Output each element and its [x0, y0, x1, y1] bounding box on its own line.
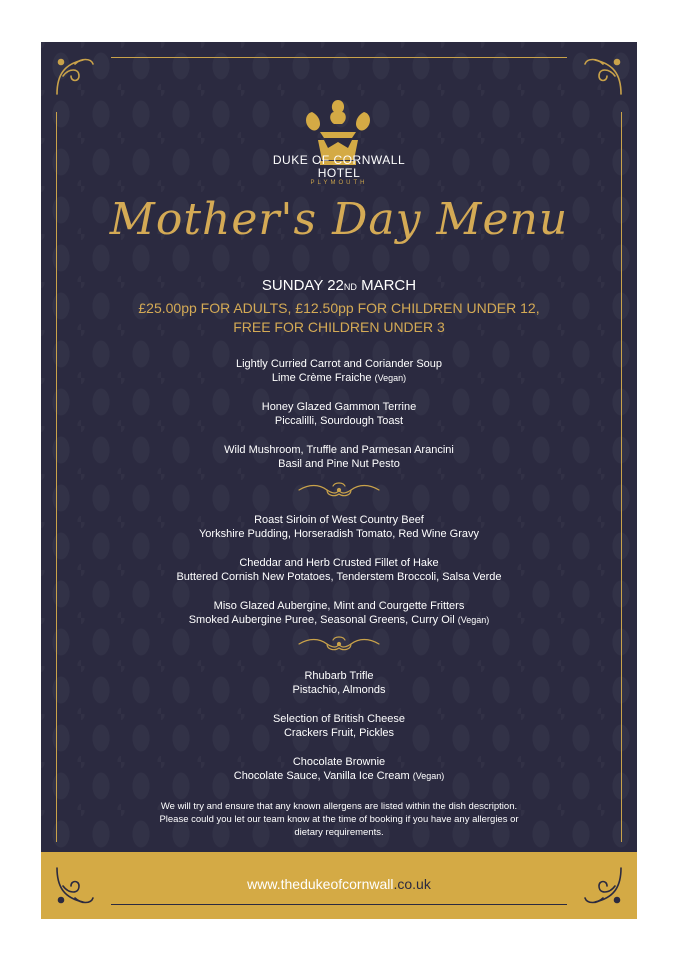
dish-desc: Buttered Cornish New Potatoes, Tenderstem Broccoli, Salsa Verde [176, 571, 502, 583]
menu-card [41, 42, 637, 919]
allergen-line2: Please could you let our team know at the time of booking if you have any allergies or [159, 814, 519, 825]
date-month: MARCH [356, 277, 417, 294]
dish-item [41, 400, 637, 428]
ornament-divider-icon [297, 480, 381, 500]
date-day: SUNDAY 22 [261, 277, 344, 294]
dish-desc-text: Chocolate Sauce, Vanilla Ice Cream [233, 770, 410, 782]
dish-item [41, 669, 637, 697]
dish-name: Chocolate Brownie [292, 756, 386, 768]
dish-desc: Crackers Fruit, Pickles [283, 727, 395, 739]
allergen-line3: dietary requirements. [294, 827, 384, 838]
dish-item [41, 357, 637, 385]
dish-item [41, 443, 637, 471]
dish-name: Rhubarb Trifle [304, 670, 374, 682]
dish-desc [41, 371, 637, 385]
flourish-top-right-icon [581, 54, 625, 98]
frame-top-line [111, 57, 567, 58]
pricing-line1: £25.00pp FOR ADULTS, £12.50pp FOR CHILDREN UNDER 12, [138, 300, 540, 316]
hotel-name-line2: HOTEL [317, 166, 361, 180]
starters-section [41, 357, 637, 486]
dish-item [41, 755, 637, 783]
vegan-tag: (Vegan) [457, 615, 490, 625]
footer-bottom-line [111, 904, 567, 905]
website-url-main: www.thedukeofcornwall [247, 876, 394, 892]
dish-desc: Basil and Pine Nut Pesto [278, 458, 400, 470]
event-date [41, 277, 637, 294]
dish-desc-text: Smoked Aubergine Puree, Seasonal Greens, Curry Oil [188, 614, 455, 626]
allergen-line1: We will try and ensure that any known allergens are listed within the dish description. [160, 801, 518, 812]
dish-name: Honey Glazed Gammon Terrine [261, 401, 417, 413]
dish-name: Lightly Curried Carrot and Coriander Soup [235, 358, 443, 370]
dish-item [41, 712, 637, 740]
hotel-location: PLYMOUTH [310, 180, 368, 186]
allergen-note [101, 800, 577, 839]
dish-name: Wild Mushroom, Truffle and Parmesan Arancini [224, 444, 454, 456]
website-link[interactable] [41, 876, 637, 892]
dish-desc: Pistachio, Almonds [292, 684, 386, 696]
date-suffix: ND [343, 282, 357, 292]
dish-desc [41, 613, 637, 627]
flourish-top-left-icon [53, 54, 97, 98]
ornament-divider-icon [297, 634, 381, 654]
dish-name: Roast Sirloin of West Country Beef [254, 514, 424, 526]
website-url-tld: .co.uk [393, 876, 431, 892]
menu-title: Mother's Day Menu [109, 194, 569, 245]
footer-band [41, 852, 637, 919]
dish-name: Selection of British Cheese [272, 713, 406, 725]
dish-item [41, 599, 637, 627]
desserts-section [41, 669, 637, 798]
dish-desc [41, 769, 637, 783]
pricing-line2: FREE FOR CHILDREN UNDER 3 [233, 319, 445, 335]
dish-desc-text: Lime Crème Fraiche [271, 372, 372, 384]
dish-name: Cheddar and Herb Crusted Fillet of Hake [239, 557, 439, 569]
mains-section [41, 513, 637, 642]
vegan-tag: (Vegan) [412, 771, 445, 781]
hotel-name-line1: DUKE OF CORNWALL [272, 153, 406, 167]
dish-name: Miso Glazed Aubergine, Mint and Courgette Fritters [213, 600, 465, 612]
dish-item [41, 513, 637, 541]
dish-desc: Yorkshire Pudding, Horseradish Tomato, Red Wine Gravy [198, 528, 480, 540]
vegan-tag: (Vegan) [374, 373, 407, 383]
dish-desc: Piccalilli, Sourdough Toast [274, 415, 404, 427]
dish-item [41, 556, 637, 584]
